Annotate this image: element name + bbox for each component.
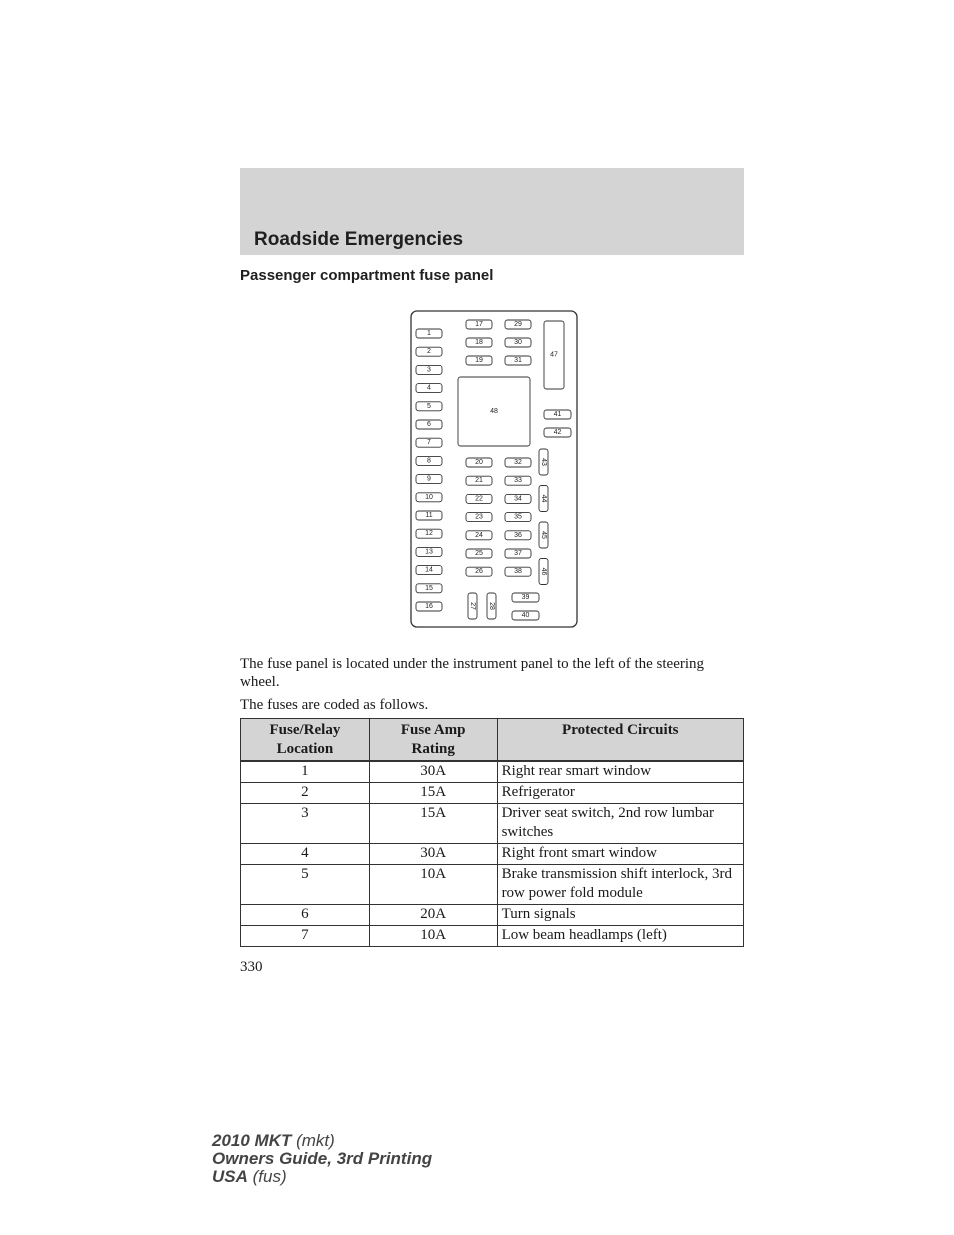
fuse-slot [416, 547, 442, 556]
fuse-slot-label: 29 [514, 321, 522, 328]
cell-rating: 10A [369, 865, 497, 905]
header-rating [369, 719, 497, 762]
cell-circuit: Right front smart window [497, 844, 743, 865]
header-circuits [497, 719, 743, 762]
cell-rating: 10A [369, 926, 497, 947]
footer-guide: Owners Guide, 3rd Printing [212, 1149, 433, 1168]
fuse-slot-label: 19 [475, 357, 483, 364]
fuse-slot-label: 45 [540, 531, 547, 539]
fuse-slot-label: 7 [427, 439, 431, 447]
section-header [240, 168, 744, 255]
fuse-slot-label: 27 [469, 602, 476, 610]
footer [212, 1132, 432, 1186]
cell-circuit: Right rear smart window [497, 761, 743, 783]
header-location-line2: Location [276, 741, 334, 757]
fuse-slot [505, 549, 531, 558]
fuse-slot-label: 41 [553, 411, 562, 418]
fuse-slot [458, 377, 530, 446]
fuse-slot-label: 12 [425, 530, 433, 538]
footer-region-code: (fus) [252, 1167, 287, 1186]
fuse-slot-label: 33 [514, 477, 522, 485]
fuse-slot-label: 2 [427, 348, 431, 356]
fuse-slot [416, 566, 442, 575]
fuse-slot-label: 1 [427, 330, 431, 337]
fuse-slot [505, 338, 531, 347]
footer-line-guide [212, 1150, 432, 1168]
fuse-slot-label: 9 [427, 475, 431, 483]
fuse-slot-label: 28 [488, 602, 495, 610]
fuse-slot [468, 593, 477, 619]
cell-location: 3 [241, 804, 370, 844]
fuse-slot-label: 46 [540, 567, 547, 576]
fuse-slot-label: 36 [514, 531, 522, 539]
cell-rating: 15A [369, 783, 497, 804]
footer-model: 2010 MKT [212, 1131, 292, 1150]
cell-location: 1 [241, 761, 370, 783]
fuse-slot [416, 438, 442, 447]
fuse-slot-label: 47 [550, 351, 558, 359]
header-circuits-label: Protected Circuits [562, 722, 679, 738]
fuse-slot [544, 321, 564, 389]
fuse-slot-label: 30 [514, 339, 522, 346]
cell-location: 4 [241, 844, 370, 865]
fuse-slot-label: 44 [540, 494, 547, 503]
fuse-slot-label: 48 [490, 408, 498, 415]
fuse-slot [505, 476, 531, 485]
fuse-slot-label: 42 [553, 429, 562, 436]
fuse-slot [466, 494, 492, 503]
footer-region: USA [212, 1167, 248, 1186]
location-paragraph: The fuse panel is located under the instrument panel to the left of the steering wheel. [240, 656, 705, 690]
fuse-slot [416, 493, 442, 502]
fuse-slot [416, 402, 442, 411]
fuse-slot-label: 14 [425, 566, 433, 574]
fuse-slot-label: 38 [514, 568, 522, 576]
fuse-slot-label: 16 [425, 603, 433, 610]
fuse-slot [505, 531, 531, 540]
fuse-slot [539, 449, 548, 475]
fuse-slot [505, 320, 531, 329]
fuse-slot-label: 21 [475, 477, 483, 485]
cell-circuit: Turn signals [497, 905, 743, 926]
fuse-slot-label: 18 [475, 339, 483, 346]
fuse-slot [466, 458, 492, 467]
cell-rating: 20A [369, 905, 497, 926]
header-rating-line1: Fuse Amp [400, 722, 466, 738]
fuse-slot [512, 593, 539, 602]
cell-location: 6 [241, 905, 370, 926]
fuse-slot [416, 329, 442, 338]
fuse-slot [466, 356, 492, 365]
footer-line-model [212, 1132, 432, 1150]
cell-location: 7 [241, 926, 370, 947]
fuse-slot [505, 356, 531, 365]
fuse-slot [416, 420, 442, 429]
fuse-slot-label: 20 [475, 459, 483, 466]
fuse-slot [539, 486, 548, 512]
fuse-slot [416, 602, 442, 611]
cell-circuit: Low beam headlamps (left) [497, 926, 743, 947]
fuse-slot-label: 6 [427, 421, 431, 428]
header-rating-line2: Rating [411, 741, 455, 757]
fuse-slot [487, 593, 496, 619]
fuse-slot [416, 365, 442, 374]
fuse-slot-label: 25 [475, 550, 483, 557]
header-location [241, 719, 370, 762]
fuse-slot [466, 476, 492, 485]
cell-location: 2 [241, 783, 370, 804]
fuse-slot [466, 567, 492, 576]
table-row [241, 844, 744, 865]
fuse-slot-label: 43 [540, 458, 547, 466]
fuse-slot [544, 428, 571, 437]
table-header-row [241, 719, 744, 762]
fuse-slot [466, 531, 492, 540]
fuse-slot [512, 611, 539, 620]
fuse-slot-label: 4 [427, 384, 431, 392]
fuse-slot-label: 34 [514, 495, 522, 503]
fuse-slot [416, 384, 442, 393]
fuse-table [240, 718, 744, 947]
fuse-slot [466, 513, 492, 522]
fuse-slot-label: 17 [475, 321, 483, 328]
subheading: Passenger compartment fuse panel [240, 267, 494, 284]
cell-rating: 15A [369, 804, 497, 844]
fuse-slot [539, 522, 548, 548]
fuse-slot [466, 320, 492, 329]
fuse-slot [416, 475, 442, 484]
cell-circuit: Brake transmission shift interlock, 3rd row power fold module [497, 865, 743, 905]
fuse-slot-label: 8 [427, 457, 431, 465]
fuse-slot-label: 11 [425, 512, 433, 519]
fuse-slot [505, 513, 531, 522]
fuse-panel-diagram [410, 310, 578, 629]
footer-line-region [212, 1168, 432, 1186]
fuse-slot [505, 458, 531, 467]
fuse-slot [466, 338, 492, 347]
fuse-slot [466, 549, 492, 558]
table-row [241, 761, 744, 783]
section-title: Roadside Emergencies [254, 229, 464, 250]
fuse-slot-label: 35 [514, 513, 522, 521]
fuse-slot-label: 22 [475, 495, 483, 503]
fuse-slot-label: 10 [425, 493, 433, 501]
fuse-slot [416, 456, 442, 465]
fuse-slot-label: 3 [427, 366, 431, 374]
fuse-slot-label: 26 [475, 568, 483, 576]
fuse-slot [416, 511, 442, 520]
fuse-slot-label: 23 [475, 513, 483, 521]
table-row [241, 865, 744, 905]
table-row [241, 905, 744, 926]
table-row [241, 926, 744, 947]
fuse-slot [416, 584, 442, 593]
coded-paragraph: The fuses are coded as follows. [240, 697, 429, 713]
header-location-line1: Fuse/Relay [269, 722, 341, 738]
table-row [241, 804, 744, 844]
fuse-slot-label: 24 [475, 531, 483, 539]
fuse-slot [544, 410, 571, 419]
fuse-slot [539, 559, 548, 585]
cell-rating: 30A [369, 761, 497, 783]
cell-circuit: Driver seat switch, 2nd row lumbar switches [497, 804, 743, 844]
fuse-slot [416, 529, 442, 538]
fuse-slot-label: 40 [521, 612, 530, 619]
fuse-slot-label: 13 [425, 548, 433, 556]
footer-model-code: (mkt) [296, 1131, 335, 1150]
fuse-slot-label: 37 [514, 550, 522, 557]
fuse-slot-label: 39 [521, 594, 530, 601]
fuse-slot [416, 347, 442, 356]
fuse-slot-label: 32 [514, 459, 522, 466]
fuse-panel-svg [410, 310, 578, 629]
cell-circuit: Refrigerator [497, 783, 743, 804]
table-row [241, 783, 744, 804]
fuse-slot-label: 31 [514, 357, 522, 364]
page-number: 330 [240, 959, 263, 975]
cell-rating: 30A [369, 844, 497, 865]
fuse-slot-label: 15 [425, 584, 433, 592]
cell-location: 5 [241, 865, 370, 905]
fuse-slot [505, 494, 531, 503]
fuse-slot [505, 567, 531, 576]
fuse-slot-label: 5 [427, 402, 431, 410]
